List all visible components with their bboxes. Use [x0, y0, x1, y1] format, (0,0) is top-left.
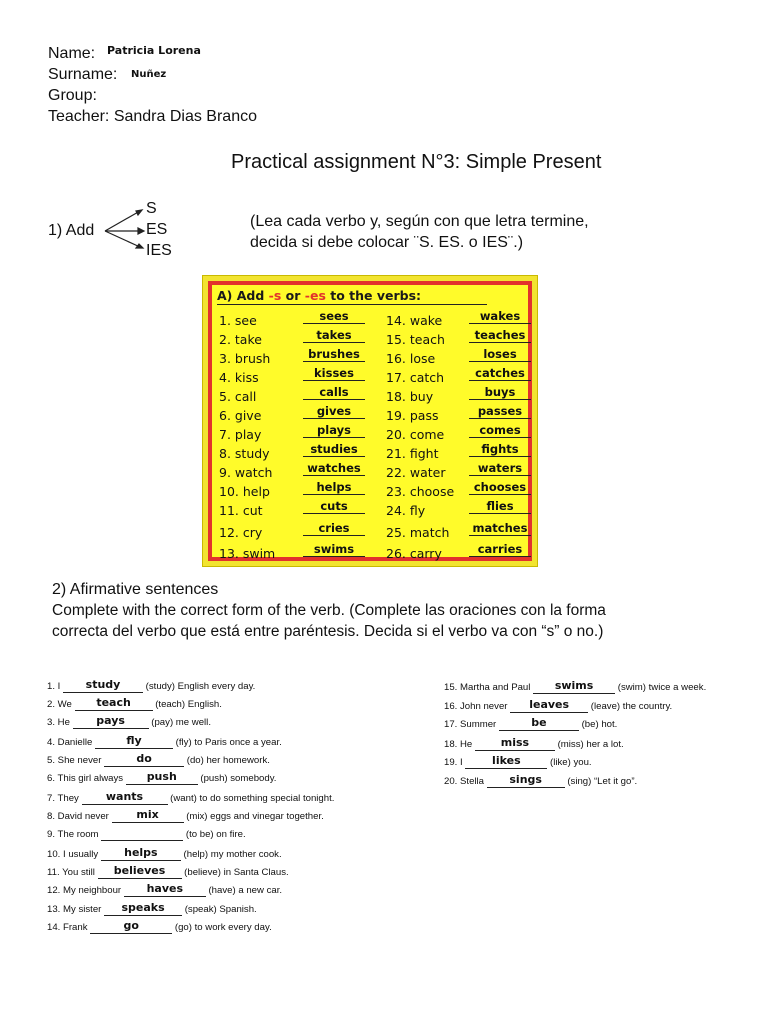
teacher-label: Teacher: Sandra Dias Branco: [48, 108, 257, 125]
handwritten-answer: fly: [126, 734, 142, 747]
sentence-right-1: [444, 679, 707, 694]
verb-answer-left-11: cuts: [303, 499, 365, 514]
handwritten-answer: study: [85, 678, 121, 691]
sentence-right-4: [444, 736, 624, 751]
sentence-text: (leave) the country.: [588, 701, 673, 712]
answer-blank[interactable]: [126, 770, 198, 785]
sentence-left-14: [47, 919, 272, 934]
section1-instruction-line2: decida si debe colocar ¨S. ES. o IES¨.): [250, 234, 524, 251]
sentence-text: 2. We: [47, 699, 75, 710]
title-part-rest: to the verbs:: [325, 288, 422, 303]
handwritten-answer: mix: [136, 808, 159, 821]
answer-blank[interactable]: [465, 754, 547, 769]
handwritten-answer: helps: [124, 846, 158, 859]
answer-blank[interactable]: [75, 696, 153, 711]
verb-left-1: 1. see: [219, 313, 257, 328]
sentence-text: (study) English every day.: [143, 681, 256, 692]
sentence-text: 11. You still: [47, 867, 98, 878]
verb-answer-right-7: comes: [469, 423, 531, 438]
sentence-text: 3. He: [47, 717, 73, 728]
verb-right-4: 17. catch: [386, 370, 445, 385]
sentence-left-11: [47, 864, 289, 879]
answer-blank[interactable]: [90, 919, 172, 934]
sentence-text: 20. Stella: [444, 776, 487, 787]
sentence-text: 10. I usually: [47, 849, 101, 860]
answer-blank[interactable]: [104, 901, 182, 916]
sentence-left-7: [47, 790, 335, 805]
sentence-text: 15. Martha and Paul: [444, 682, 534, 693]
verb-answer-right-9: waters: [469, 461, 531, 476]
verb-answer-right-13: carries: [469, 542, 531, 557]
verb-left-3: 3. brush: [219, 351, 271, 366]
verb-answer-right-4: catches: [469, 366, 531, 381]
sentence-text: 5. She never: [47, 755, 105, 766]
sentence-text: (sing) “Let it go”.: [564, 776, 638, 787]
answer-blank[interactable]: [499, 716, 579, 731]
sentence-left-12: [47, 882, 283, 897]
answer-blank[interactable]: [533, 679, 615, 694]
answer-blank[interactable]: [73, 714, 149, 729]
verb-answer-right-12: matches: [469, 521, 531, 536]
answer-blank[interactable]: [98, 864, 182, 879]
answer-blank[interactable]: [101, 846, 181, 861]
answer-blank[interactable]: [487, 773, 565, 788]
sentence-text: (push) somebody.: [197, 773, 277, 784]
handwritten-answer: swims: [554, 679, 594, 692]
section1-label: 1) Add: [48, 222, 95, 239]
sentence-text: (to be) on fire.: [183, 829, 246, 840]
verb-answer-left-5: calls: [303, 385, 365, 400]
sentence-left-3: [47, 714, 211, 729]
section2-heading: 2) Afirmative sentences: [52, 581, 219, 598]
section1-instruction-line1: (Lea cada verbo y, según con que letra termine,: [250, 213, 589, 230]
answer-blank[interactable]: [112, 808, 184, 823]
answer-blank[interactable]: [95, 734, 173, 749]
sentence-left-10: [47, 846, 282, 861]
title-part-es: -es: [304, 288, 326, 303]
sentence-text: (swim) twice a week.: [615, 682, 707, 693]
sentence-left-1: [47, 678, 256, 693]
answer-blank[interactable]: [63, 678, 143, 693]
verb-answer-left-3: brushes: [303, 347, 365, 362]
verb-answer-left-10: helps: [303, 480, 365, 495]
verb-answer-left-4: kisses: [303, 366, 365, 381]
sentence-left-4: [47, 734, 282, 749]
verb-right-5: 18. buy: [386, 389, 434, 404]
group-label: Group:: [48, 87, 97, 104]
handwritten-answer: believes: [113, 864, 166, 877]
sentence-right-6: [444, 773, 638, 788]
verb-answer-left-2: takes: [303, 328, 365, 343]
sentence-text: 8. David never: [47, 811, 112, 822]
verb-answer-left-7: plays: [303, 423, 365, 438]
sentence-left-8: [47, 808, 324, 823]
handwritten-answer: sings: [509, 773, 542, 786]
sentence-text: (fly) to Paris once a year.: [173, 737, 282, 748]
verb-answer-left-8: studies: [303, 442, 365, 457]
verb-left-9: 9. watch: [219, 465, 273, 480]
verb-answer-left-1: sees: [303, 309, 365, 324]
sentence-text: (go) to work every day.: [172, 922, 272, 933]
sentence-text: 18. He: [444, 739, 475, 750]
answer-blank[interactable]: [124, 882, 206, 897]
sentence-right-5: [444, 754, 592, 769]
verb-answer-right-6: passes: [469, 404, 531, 419]
verb-table: [202, 275, 538, 567]
verb-right-13: 26. carry: [386, 546, 442, 561]
answer-blank[interactable]: [101, 829, 183, 841]
branch-arrows-icon: [102, 205, 148, 251]
verb-left-4: 4. kiss: [219, 370, 259, 385]
handwritten-answer: do: [136, 752, 152, 765]
handwritten-answer: wants: [105, 790, 144, 803]
option-ies: IES: [146, 242, 172, 259]
sentence-text: 4. Danielle: [47, 737, 95, 748]
verb-answer-left-12: cries: [303, 521, 365, 536]
handwritten-answer: go: [123, 919, 139, 932]
sentence-text: 14. Frank: [47, 922, 91, 933]
sentence-text: (believe) in Santa Claus.: [181, 867, 289, 878]
verb-answer-left-9: watches: [303, 461, 365, 476]
section2-line2: correcta del verbo que está entre paréntesis. Decida si el verbo va con “s” o no.): [52, 623, 604, 640]
sentence-text: 9. The room: [47, 829, 102, 840]
title-part-a: A) Add: [217, 288, 269, 303]
sentence-left-9: [47, 829, 246, 841]
verb-answer-right-10: chooses: [469, 480, 531, 495]
verb-right-9: 22. water: [386, 465, 446, 480]
verb-left-2: 2. take: [219, 332, 262, 347]
verb-answer-left-13: swims: [303, 542, 365, 557]
answer-blank[interactable]: [475, 736, 555, 751]
verb-answer-right-5: buys: [469, 385, 531, 400]
sentence-text: 17. Summer: [444, 719, 499, 730]
name-label: Name:: [48, 45, 96, 62]
section2-line1: Complete with the correct form of the verb. (Complete las oraciones con la forma: [52, 602, 606, 619]
handwritten-answer: push: [146, 770, 177, 783]
title-underline: [217, 304, 487, 305]
answer-blank[interactable]: [510, 698, 588, 713]
surname-label: Surname:: [48, 66, 118, 83]
verb-right-2: 15. teach: [386, 332, 445, 347]
page-title: Practical assignment N°3: Simple Present: [231, 151, 602, 173]
verb-answer-right-2: teaches: [469, 328, 531, 343]
answer-blank[interactable]: [82, 790, 168, 805]
verb-right-11: 24. fly: [386, 503, 426, 518]
handwritten-answer: be: [531, 716, 547, 729]
handwritten-answer: miss: [500, 736, 530, 749]
title-part-s: -s: [268, 288, 282, 303]
verb-left-5: 5. call: [219, 389, 257, 404]
sentence-text: (help) my mother cook.: [180, 849, 282, 860]
verb-answer-right-11: flies: [469, 499, 531, 514]
verb-answer-right-8: fights: [469, 442, 531, 457]
sentence-text: (do) her homework.: [184, 755, 270, 766]
handwritten-answer: teach: [96, 696, 131, 709]
sentence-text: 7. They: [47, 793, 82, 804]
verb-answer-right-3: loses: [469, 347, 531, 362]
verb-answer-right-1: wakes: [469, 309, 531, 324]
name-value: Patricia Lorena: [107, 44, 201, 57]
verb-left-7: 7. play: [219, 427, 262, 442]
sentence-text: 19. I: [444, 757, 466, 768]
sentence-text: (miss) her a lot.: [554, 739, 624, 750]
sentence-text: (teach) English.: [152, 699, 222, 710]
sentence-left-13: [47, 901, 257, 916]
option-s: S: [146, 200, 157, 217]
handwritten-answer: leaves: [529, 698, 570, 711]
handwritten-answer: speaks: [121, 901, 165, 914]
verb-left-8: 8. study: [219, 446, 270, 461]
verb-left-10: 10. help: [219, 484, 270, 499]
sentence-right-3: [444, 716, 618, 731]
verb-right-7: 20. come: [386, 427, 445, 442]
verb-right-8: 21. fight: [386, 446, 439, 461]
sentence-text: (have) a new car.: [205, 885, 283, 896]
sentence-text: 13. My sister: [47, 904, 105, 915]
sentence-text: (be) hot.: [578, 719, 618, 730]
verb-left-12: 12. cry: [219, 525, 263, 540]
verb-right-10: 23. choose: [386, 484, 455, 499]
sentence-text: 1. I: [47, 681, 63, 692]
sentence-text: (pay) me well.: [148, 717, 211, 728]
verb-left-13: 13. swim: [219, 546, 276, 561]
verb-right-12: 25. match: [386, 525, 450, 540]
sentence-left-6: [47, 770, 277, 785]
sentence-text: 12. My neighbour: [47, 885, 124, 896]
title-part-or: or: [281, 288, 305, 303]
sentence-text: (like) you.: [547, 757, 592, 768]
surname-value: Nuñez: [131, 69, 167, 80]
verb-right-6: 19. pass: [386, 408, 439, 423]
sentence-right-2: [444, 698, 673, 713]
verb-right-3: 16. lose: [386, 351, 436, 366]
handwritten-answer: haves: [146, 882, 184, 895]
sentence-text: 6. This girl always: [47, 773, 126, 784]
sentence-text: (want) to do something special tonight.: [167, 793, 335, 804]
answer-blank[interactable]: [104, 752, 184, 767]
verb-left-6: 6. give: [219, 408, 262, 423]
verb-left-11: 11. cut: [219, 503, 263, 518]
verb-answer-left-6: gives: [303, 404, 365, 419]
sentence-text: 16. John never: [444, 701, 511, 712]
sentence-left-5: [47, 752, 270, 767]
verb-right-1: 14. wake: [386, 313, 443, 328]
verb-table-title: [217, 288, 421, 303]
sentence-text: (mix) eggs and vinegar together.: [183, 811, 324, 822]
sentence-left-2: [47, 696, 222, 711]
handwritten-answer: likes: [492, 754, 521, 767]
option-es: ES: [146, 221, 168, 238]
sentence-text: (speak) Spanish.: [182, 904, 257, 915]
handwritten-answer: pays: [96, 714, 125, 727]
